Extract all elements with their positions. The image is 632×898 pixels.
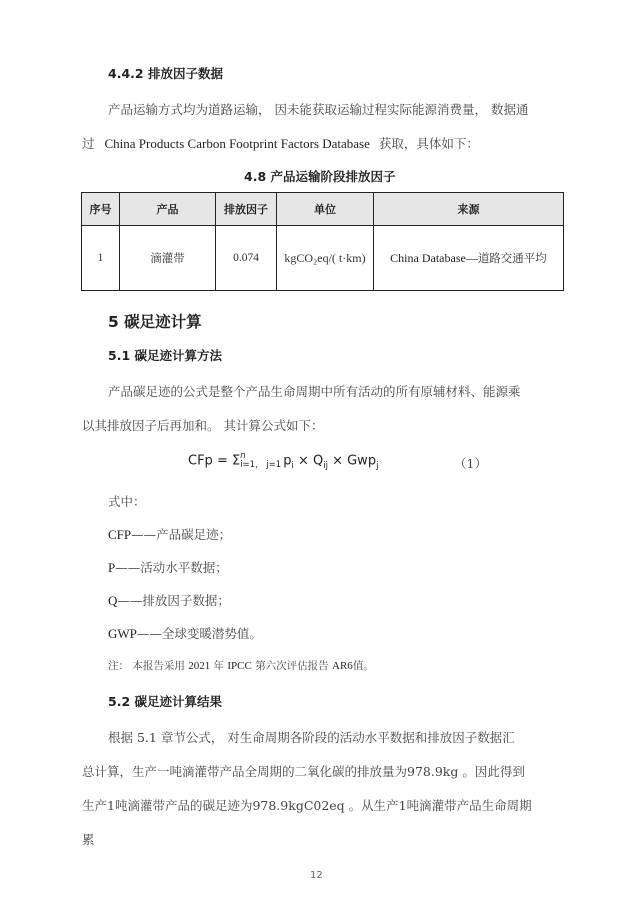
- cell-source: [374, 226, 564, 291]
- cell-index: 1: [82, 226, 120, 291]
- paragraph-prefix: 过: [82, 136, 95, 151]
- cell-unit: kgCO₂eq/( t·km): [277, 226, 374, 291]
- source-database: China Database: [390, 251, 466, 265]
- formula-sum-upper: n: [240, 451, 246, 461]
- header-source: 来源: [374, 193, 564, 226]
- carbon-footprint-formula: [188, 452, 378, 471]
- definition-symbol: GWP: [108, 626, 137, 641]
- note-ipcc: IPCC: [227, 660, 252, 672]
- header-factor: 排放因子: [216, 193, 277, 226]
- definition-text: ——排放因子数据；: [117, 593, 230, 608]
- note-ar6: AR6: [332, 660, 353, 672]
- note-year: 2021: [188, 660, 211, 672]
- table-caption: 4.8 产品运输阶段排放因子: [244, 169, 396, 184]
- definition-text: ——全球变暖潜势值。: [136, 626, 262, 641]
- section-5-2-paragraph-line-3: 生产1吨滴灌带产品的碳足迹为978.9kgC02eq 。从生产1吨滴灌带产品生命周期: [82, 798, 532, 813]
- table-header-row: [82, 193, 564, 226]
- table-row: [82, 226, 564, 291]
- section-heading-5-1: 5.1 碳足迹计算方法: [108, 348, 222, 363]
- formula-p-sub: i: [291, 461, 294, 472]
- emission-factor-table: [81, 192, 564, 291]
- section-5-1-paragraph-line-1: 产品碳足迹的公式是整个产品生命周期中所有活动的所有原辅材料、能源乘: [108, 384, 521, 399]
- section-4-4-2-paragraph-line-1: 产品运输方式均为道路运输， 因未能获取运输过程实际能源消费量， 数据通: [108, 102, 529, 117]
- source-dash: —: [465, 251, 478, 265]
- database-name: China Products Carbon Footprint Factors Database: [104, 136, 370, 151]
- cell-factor: 0.074: [216, 226, 277, 291]
- formula-p: p: [283, 453, 292, 469]
- section-5-1-paragraph-line-2: 以其排放因子后再加和。 其计算公式如下：: [82, 418, 324, 433]
- ipcc-note: [108, 658, 374, 673]
- page-number: 12: [310, 870, 323, 881]
- cell-product: 滴灌带: [120, 226, 216, 291]
- formula-q-sub: ij: [323, 461, 328, 472]
- formula-gwp: × Gwp: [327, 453, 377, 469]
- formula-number: （1）: [454, 456, 487, 471]
- section-heading-5-2: 5.2 碳足迹计算结果: [108, 694, 222, 709]
- header-unit: 单位: [277, 193, 374, 226]
- note-mid: 年: [213, 660, 225, 672]
- source-suffix: 道路交通平均: [477, 251, 547, 265]
- note-report: 第六次评估报告: [255, 660, 329, 672]
- definition-symbol: Q: [108, 593, 118, 608]
- section-5-2-paragraph-line-1: 根据 5.1 章节公式， 对生命周期各阶段的活动水平数据和排放因子数据汇: [108, 730, 515, 745]
- section-5-2-paragraph-line-2: 总计算，生产一吨滴灌带产品全周期的二氧化碳的排放量为978.9kg 。因此得到: [82, 764, 525, 779]
- formula-sum-lower: i=1， j=1: [240, 460, 282, 470]
- paragraph-suffix: 获取，具体如下：: [378, 136, 479, 151]
- note-suffix: 值。: [352, 660, 374, 672]
- definition-cfp: [108, 525, 231, 543]
- section-heading-4-4-2: 4.4.2 排放因子数据: [108, 66, 223, 81]
- definition-gwp: [108, 624, 262, 642]
- definition-text: ——产品碳足迹；: [131, 527, 232, 542]
- formula-gwp-sub: j: [376, 461, 379, 472]
- header-product: 产品: [120, 193, 216, 226]
- section-heading-5: 5 碳足迹计算: [108, 313, 202, 331]
- definition-symbol: P: [108, 560, 116, 575]
- formula-where-label: 式中：: [108, 494, 146, 509]
- definition-q: [108, 591, 230, 609]
- section-5-2-paragraph-line-4: 累: [82, 832, 95, 847]
- formula-q: × Q: [293, 453, 324, 469]
- formula-lhs: CFp = Σ: [188, 453, 241, 469]
- section-4-4-2-paragraph-line-2: [82, 134, 479, 152]
- definition-text: ——活动水平数据；: [115, 560, 228, 575]
- header-index: 序号: [82, 193, 120, 226]
- note-prefix: 注： 本报告采用: [108, 660, 185, 672]
- definition-symbol: CFP: [108, 527, 132, 542]
- definition-p: [108, 558, 228, 576]
